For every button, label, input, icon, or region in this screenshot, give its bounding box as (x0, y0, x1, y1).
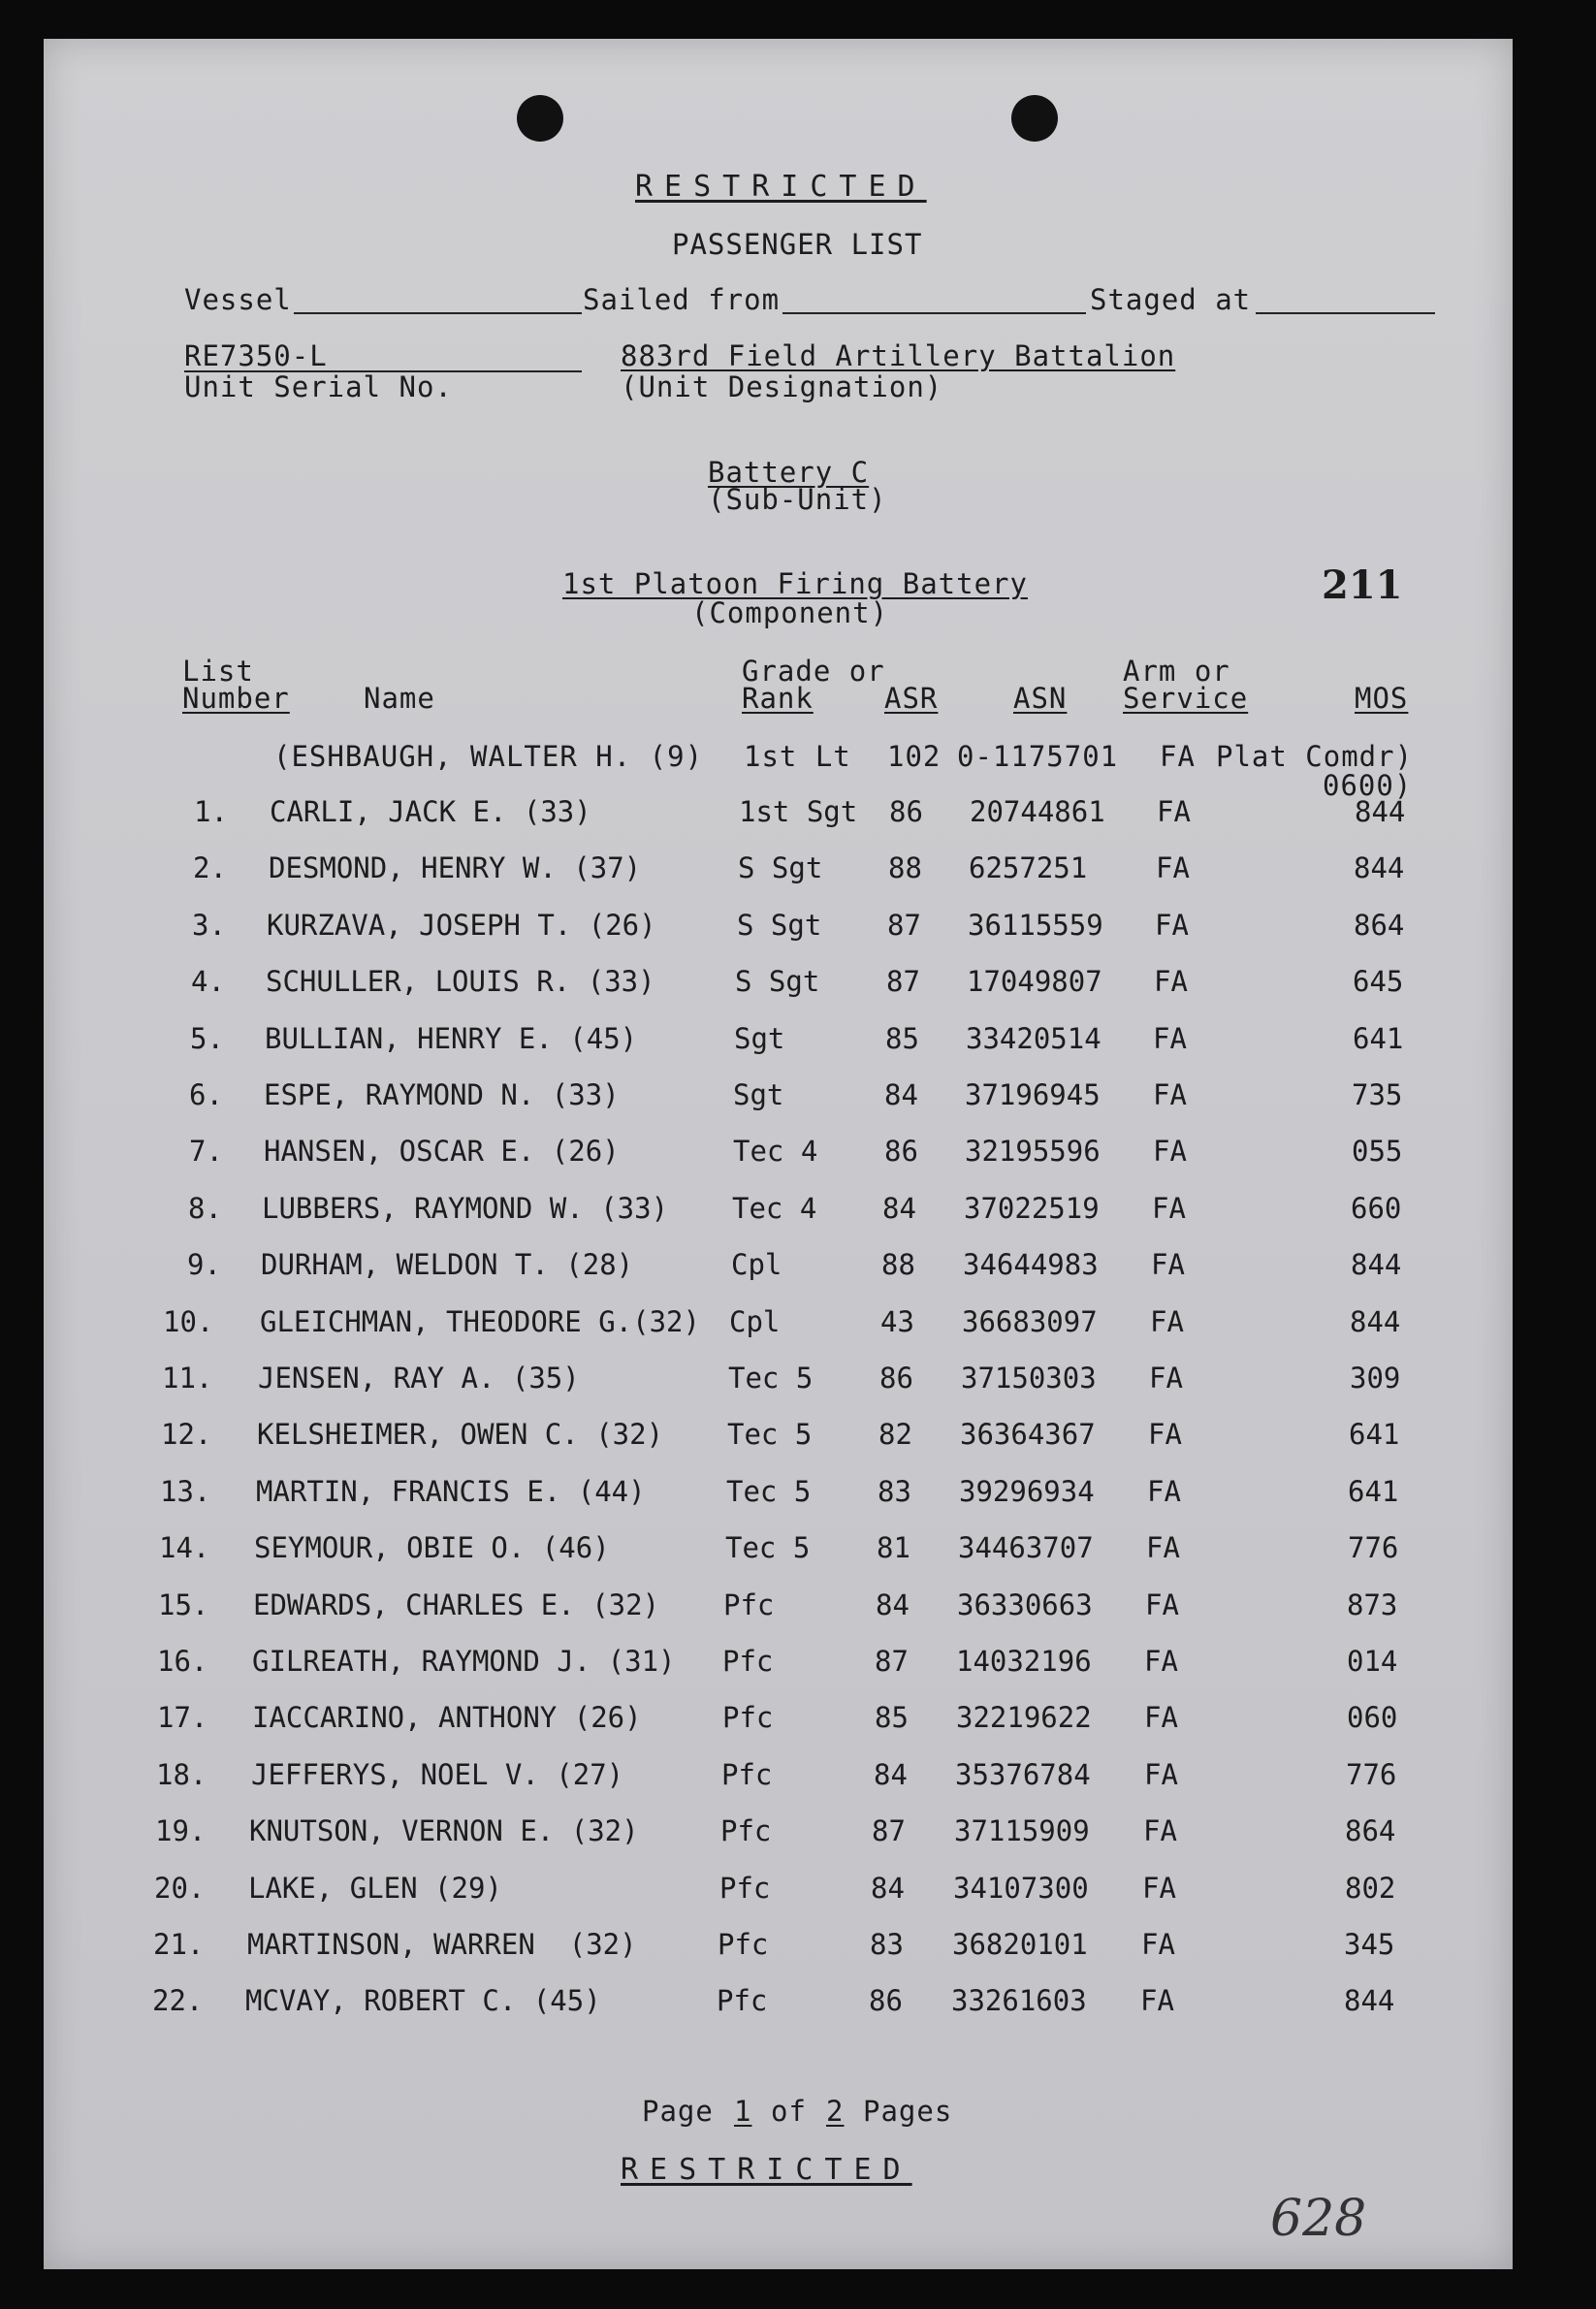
restricted-footer: RESTRICTED (621, 2153, 912, 2187)
row-mos: 864 (1345, 1814, 1396, 1847)
row-name: HANSEN, OSCAR E. (26) (264, 1135, 620, 1168)
row-asn: 32195596 (965, 1135, 1101, 1168)
row-name: IACCARINO, ANTHONY (26) (252, 1701, 642, 1734)
row-arm: FA (1144, 1758, 1178, 1791)
row-name: MCVAY, ROBERT C. (45) (245, 1984, 601, 2017)
col-grade-2: Rank (742, 682, 814, 715)
pages-word: Pages (863, 2095, 953, 2128)
row-asr: 86 (889, 795, 923, 828)
row-arm: FA (1154, 965, 1188, 998)
row-asr: 83 (870, 1928, 904, 1961)
row-grade: Cpl (729, 1305, 781, 1338)
row-asr: 84 (882, 1192, 916, 1225)
row-arm: FA (1143, 1814, 1177, 1847)
row-asn: 35376784 (955, 1758, 1091, 1791)
staged-at-label: Staged at (1090, 283, 1252, 316)
row-name: MARTIN, FRANCIS E. (44) (256, 1475, 646, 1508)
row-list-number: 1. (194, 795, 228, 828)
row-asn: 20744861 (970, 795, 1105, 828)
row-name: JEFFERYS, NOEL V. (27) (251, 1758, 624, 1791)
row-list-number: 12. (161, 1418, 212, 1451)
row-name: DESMOND, HENRY W. (37) (269, 851, 642, 884)
row-asn: 37022519 (964, 1192, 1100, 1225)
row-mos: 645 (1353, 965, 1404, 998)
row-asn: 37196945 (965, 1078, 1101, 1111)
vessel-blank (294, 289, 582, 314)
row-list-number: 13. (160, 1475, 211, 1508)
row-mos: 864 (1354, 909, 1405, 942)
row-arm: FA (1146, 1531, 1180, 1564)
row-name: KURZAVA, JOSEPH T. (26) (267, 909, 656, 942)
row-arm: FA (1151, 1248, 1185, 1281)
row-arm: FA (1148, 1418, 1182, 1451)
row-list-number: 19. (155, 1814, 207, 1847)
row-asn: 36115559 (968, 909, 1103, 942)
page-stamp-number: 211 (1322, 562, 1403, 608)
row-grade: Tec 5 (727, 1418, 813, 1451)
row-mos: 345 (1344, 1928, 1395, 1961)
row-name: KELSHEIMER, OWEN C. (32) (257, 1418, 664, 1451)
row-mos: 014 (1347, 1645, 1398, 1678)
row-grade: Cpl (731, 1248, 782, 1281)
row-name: JENSEN, RAY A. (35) (258, 1362, 580, 1395)
row-asr: 87 (886, 965, 920, 998)
row-name: MARTINSON, WARREN (32) (247, 1928, 637, 1961)
row-list-number: 18. (156, 1758, 207, 1791)
officer-asr: 102 (887, 740, 942, 773)
handwritten-number: 628 (1270, 2190, 1367, 2248)
row-grade: Pfc (722, 1645, 774, 1678)
col-list-number-2: Number (182, 682, 290, 715)
row-name: KNUTSON, VERNON E. (32) (249, 1814, 639, 1847)
officer-asn: 0-1175701 (957, 740, 1119, 773)
row-asn: 34463707 (958, 1531, 1094, 1564)
row-grade: Tec 4 (733, 1135, 818, 1168)
col-asn: ASN (1013, 682, 1068, 715)
row-grade: S Sgt (737, 909, 822, 942)
row-asr: 84 (884, 1078, 918, 1111)
row-mos: 873 (1347, 1588, 1398, 1621)
row-list-number: 21. (153, 1928, 205, 1961)
row-name: SCHULLER, LOUIS R. (33) (266, 965, 655, 998)
row-asn: 14032196 (956, 1645, 1092, 1678)
row-mos: 776 (1348, 1531, 1399, 1564)
row-mos: 641 (1348, 1475, 1399, 1508)
row-asn: 37150303 (961, 1362, 1097, 1395)
officer-name: (ESHBAUGH, WALTER H. (9) (273, 740, 704, 773)
row-list-number: 16. (157, 1645, 208, 1678)
row-asr: 84 (871, 1872, 905, 1905)
row-grade: Pfc (722, 1701, 774, 1734)
row-asr: 43 (880, 1305, 914, 1338)
row-grade: S Sgt (738, 851, 823, 884)
row-grade: Pfc (717, 1984, 768, 2017)
row-asr: 86 (879, 1362, 913, 1395)
col-arm-1: Arm or (1123, 655, 1230, 688)
page-current: 1 (734, 2095, 752, 2128)
row-list-number: 4. (191, 965, 225, 998)
row-mos: 055 (1352, 1135, 1403, 1168)
row-grade: 1st Sgt (739, 795, 858, 828)
row-arm: FA (1142, 1872, 1176, 1905)
row-asr: 81 (877, 1531, 910, 1564)
row-grade: Tec 5 (726, 1475, 812, 1508)
component-label: (Component) (691, 596, 889, 629)
row-list-number: 22. (152, 1984, 204, 2017)
row-mos: 844 (1350, 1305, 1401, 1338)
row-grade: Pfc (723, 1588, 775, 1621)
row-list-number: 11. (162, 1362, 213, 1395)
row-asr: 85 (875, 1701, 909, 1734)
row-list-number: 15. (158, 1588, 209, 1621)
row-grade: Pfc (719, 1872, 771, 1905)
row-list-number: 2. (193, 851, 227, 884)
row-arm: FA (1153, 1022, 1187, 1055)
row-list-number: 17. (157, 1701, 208, 1734)
col-mos: MOS (1355, 682, 1409, 715)
row-mos: 776 (1346, 1758, 1397, 1791)
row-grade: Pfc (720, 1814, 772, 1847)
row-asn: 36330663 (957, 1588, 1093, 1621)
row-arm: FA (1153, 1135, 1187, 1168)
row-name: GILREATH, RAYMOND J. (31) (252, 1645, 676, 1678)
row-asn: 36820101 (952, 1928, 1088, 1961)
officer-grade: 1st Lt (744, 740, 851, 773)
row-asn: 33261603 (951, 1984, 1087, 2017)
sailed-from-blank (782, 289, 1086, 314)
row-asr: 82 (878, 1418, 912, 1451)
row-arm: FA (1153, 1078, 1187, 1111)
row-asn: 34107300 (953, 1872, 1089, 1905)
row-asn: 17049807 (967, 965, 1102, 998)
of-word: of (771, 2095, 807, 2128)
row-name: GLEICHMAN, THEODORE G.(32) (260, 1305, 700, 1338)
punch-hole-right (1011, 95, 1058, 142)
col-asr: ASR (884, 682, 939, 715)
row-list-number: 10. (163, 1305, 214, 1338)
row-mos: 060 (1347, 1701, 1398, 1734)
component-value: 1st Platoon Firing Battery (562, 567, 1028, 600)
officer-mos: 0600) (1323, 769, 1413, 802)
row-asn: 39296934 (959, 1475, 1095, 1508)
col-arm-2: Service (1123, 682, 1249, 715)
row-list-number: 14. (159, 1531, 210, 1564)
unit-serial-value: RE7350-L (184, 339, 328, 372)
row-asr: 87 (872, 1814, 906, 1847)
row-asn: 32219622 (956, 1701, 1092, 1734)
row-grade: Pfc (721, 1758, 773, 1791)
officer-arm: FA (1160, 740, 1196, 773)
row-grade: Pfc (718, 1928, 769, 1961)
row-mos: 844 (1354, 851, 1405, 884)
row-name: DURHAM, WELDON T. (28) (261, 1248, 634, 1281)
row-name: ESPE, RAYMOND N. (33) (264, 1078, 620, 1111)
row-asr: 85 (885, 1022, 919, 1055)
unit-designation-value: 883rd Field Artillery Battalion (621, 339, 1176, 372)
passenger-list-title: PASSENGER LIST (672, 228, 923, 261)
row-arm: FA (1155, 909, 1189, 942)
col-grade-1: Grade or (742, 655, 885, 688)
row-arm: FA (1152, 1192, 1186, 1225)
row-mos: 844 (1355, 795, 1406, 828)
row-asr: 86 (884, 1135, 918, 1168)
row-list-number: 6. (189, 1078, 223, 1111)
row-name: LUBBERS, RAYMOND W. (33) (262, 1192, 669, 1225)
page-total: 2 (826, 2095, 845, 2128)
row-asr: 84 (876, 1588, 910, 1621)
col-list-number-1: List (182, 655, 254, 688)
restricted-header: RESTRICTED (635, 170, 927, 204)
row-mos: 844 (1344, 1984, 1395, 2017)
row-list-number: 9. (187, 1248, 221, 1281)
row-mos: 309 (1350, 1362, 1401, 1395)
row-arm: FA (1144, 1645, 1178, 1678)
row-name: BULLIAN, HENRY E. (45) (265, 1022, 638, 1055)
unit-serial-label: Unit Serial No. (184, 370, 453, 403)
row-grade: Sgt (733, 1078, 784, 1111)
row-list-number: 7. (189, 1135, 223, 1168)
row-asn: 37115909 (954, 1814, 1090, 1847)
row-asr: 84 (874, 1758, 908, 1791)
row-asr: 87 (887, 909, 921, 942)
row-list-number: 8. (188, 1192, 222, 1225)
row-mos: 844 (1351, 1248, 1402, 1281)
staged-at-blank (1256, 289, 1435, 314)
row-mos: 641 (1353, 1022, 1404, 1055)
row-asr: 88 (881, 1248, 915, 1281)
row-arm: FA (1141, 1928, 1175, 1961)
page-word: Page (642, 2095, 714, 2128)
row-name: LAKE, GLEN (29) (248, 1872, 502, 1905)
sailed-from-label: Sailed from (583, 283, 781, 316)
row-grade: Tec 5 (725, 1531, 811, 1564)
punch-hole-left (517, 95, 563, 142)
row-asn: 36683097 (962, 1305, 1098, 1338)
sub-unit-value: Battery C (708, 456, 870, 489)
vessel-label: Vessel (184, 283, 292, 316)
row-asn: 6257251 (969, 851, 1088, 884)
row-mos: 802 (1345, 1872, 1396, 1905)
row-list-number: 20. (154, 1872, 206, 1905)
row-asr: 86 (869, 1984, 903, 2017)
row-arm: FA (1149, 1362, 1183, 1395)
row-asn: 36364367 (960, 1418, 1096, 1451)
unit-designation-label: (Unit Designation) (621, 370, 943, 403)
row-arm: FA (1144, 1701, 1178, 1734)
row-arm: FA (1156, 851, 1190, 884)
row-grade: Tec 4 (732, 1192, 817, 1225)
row-name: EDWARDS, CHARLES E. (32) (253, 1588, 660, 1621)
row-arm: FA (1157, 795, 1191, 828)
row-grade: Sgt (734, 1022, 785, 1055)
row-mos: 660 (1351, 1192, 1402, 1225)
row-asn: 33420514 (966, 1022, 1101, 1055)
row-list-number: 3. (192, 909, 226, 942)
row-arm: FA (1140, 1984, 1174, 2017)
unit-serial-line (184, 347, 582, 372)
row-list-number: 5. (190, 1022, 224, 1055)
row-asr: 87 (875, 1645, 909, 1678)
row-mos: 641 (1349, 1418, 1400, 1451)
row-arm: FA (1150, 1305, 1184, 1338)
row-mos: 735 (1352, 1078, 1403, 1111)
row-asn: 34644983 (963, 1248, 1099, 1281)
row-grade: Tec 5 (728, 1362, 814, 1395)
row-asr: 83 (878, 1475, 911, 1508)
row-name: CARLI, JACK E. (33) (270, 795, 591, 828)
row-arm: FA (1147, 1475, 1181, 1508)
row-name: SEYMOUR, OBIE O. (46) (254, 1531, 610, 1564)
row-arm: FA (1145, 1588, 1179, 1621)
row-asr: 88 (888, 851, 922, 884)
sub-unit-label: (Sub-Unit) (708, 483, 887, 516)
officer-duty: Plat Comdr) (1216, 740, 1414, 773)
col-name: Name (364, 682, 435, 715)
row-grade: S Sgt (735, 965, 820, 998)
